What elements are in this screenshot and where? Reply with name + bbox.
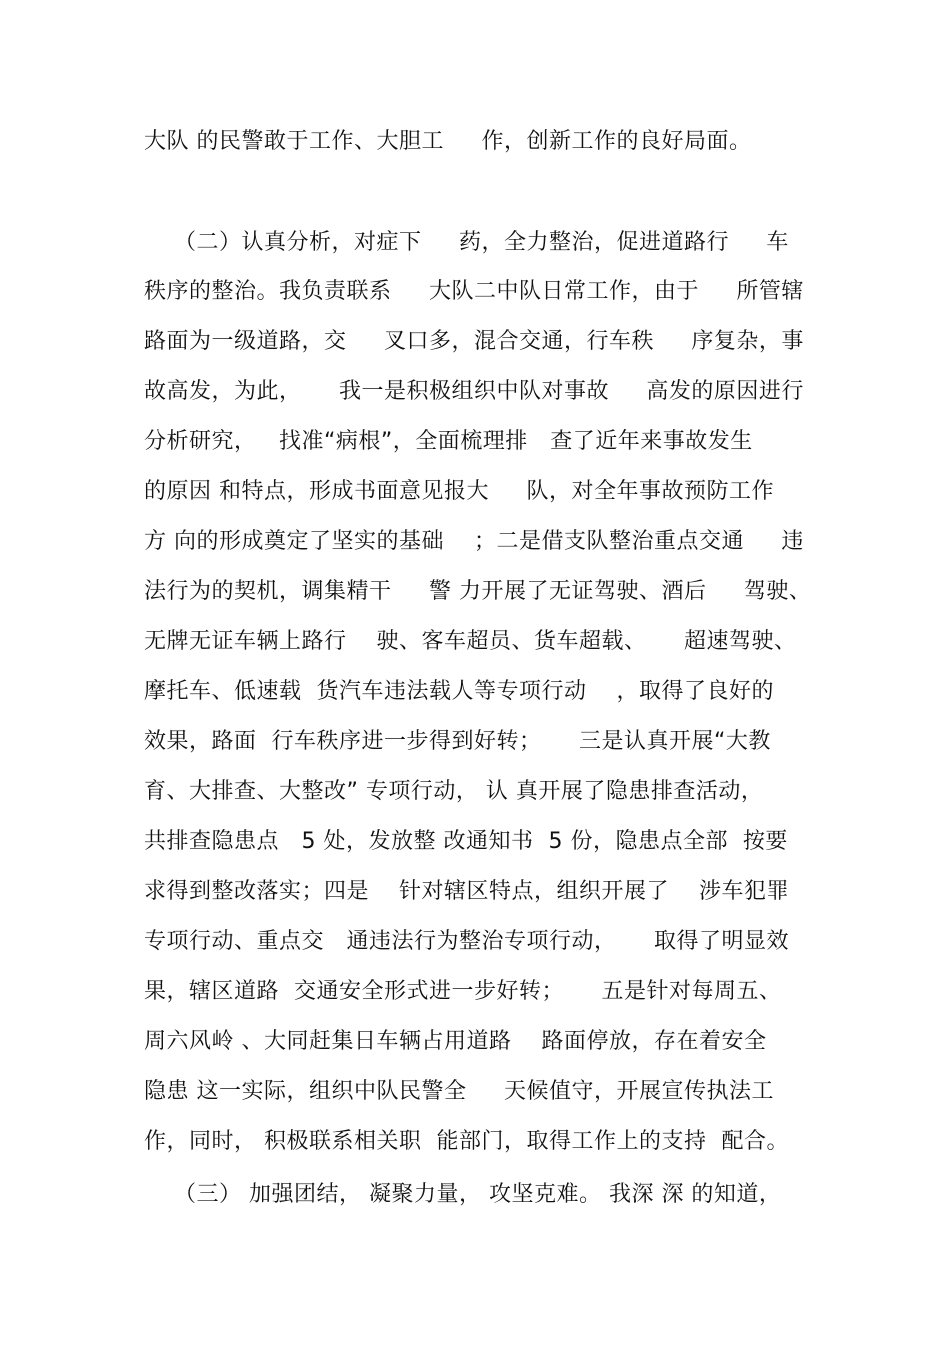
text-line: 求得到整改落实；四是 针对辖区特点，组织开展了 涉车犯罪 [144, 879, 789, 904]
text-line: 法行为的契机，调集精干 警 力开展了无证驾驶、酒后 驾驶、 [144, 579, 812, 604]
text-line: 的原因 和特点，形成书面意见报大 队，对全年事故预防工作 [144, 479, 774, 504]
text-line: 作，同时， 积极联系相关职 能部门，取得工作上的支持 配合。 [144, 1129, 789, 1154]
text-line: （三） 加强团结， 凝聚力量， 攻坚克难。 我深 深 的知道， [144, 1182, 782, 1207]
text-line: 分析研究， 找准“病根”，全面梳理排 查了近年来事故发生 [144, 429, 753, 454]
text-line: 隐患 这一实际，组织中队民警全 天候值守，开展宣传执法工 [144, 1079, 774, 1104]
text-line: 果，辖区道路 交通安全形式进一步好转； 五是针对每周五、 [144, 979, 782, 1004]
text-line: 方 向的形成奠定了坚实的基础 ；二是借支队整治重点交通 违 [144, 529, 804, 554]
text-line: 故高发，为此， 我一是积极组织中队对事故 高发的原因进行 [144, 379, 804, 404]
text-line: 大队 的民警敢于工作、大胆工 作，创新工作的良好局面。 [144, 129, 752, 154]
text-line: 育、大排查、大整改” 专项行动， 认 真开展了隐患排查活动， [144, 779, 764, 804]
text-line: （二）认真分析，对症下 药，全力整治，促进道路行 车 [144, 230, 789, 255]
text-line: 效果，路面 行车秩序进一步得到好转； 三是认真开展“大教 [144, 729, 771, 754]
text-line: 路面为一级道路，交 叉口多，混合交通，行车秩 序复杂，事 [144, 329, 804, 354]
text-line: 秩序的整治。我负责联系 大队二中队日常工作，由于 所管辖 [144, 279, 804, 304]
text-line: 共排查隐患点 5 处，发放整 改通知书 5 份，隐患点全部 按要 [144, 829, 788, 854]
text-line: 无牌无证车辆上路行 驶、客车超员、货车超载、 超速驾驶、 [144, 629, 797, 654]
text-line: 专项行动、重点交 通违法行为整治专项行动， 取得了明显效 [144, 929, 789, 954]
text-line: 摩托车、低速载 货汽车违法载人等专项行动 ，取得了良好的 [144, 679, 774, 704]
text-line: 周六风岭 、大同赶集日车辆占用道路 路面停放，存在着安全 [144, 1029, 767, 1054]
